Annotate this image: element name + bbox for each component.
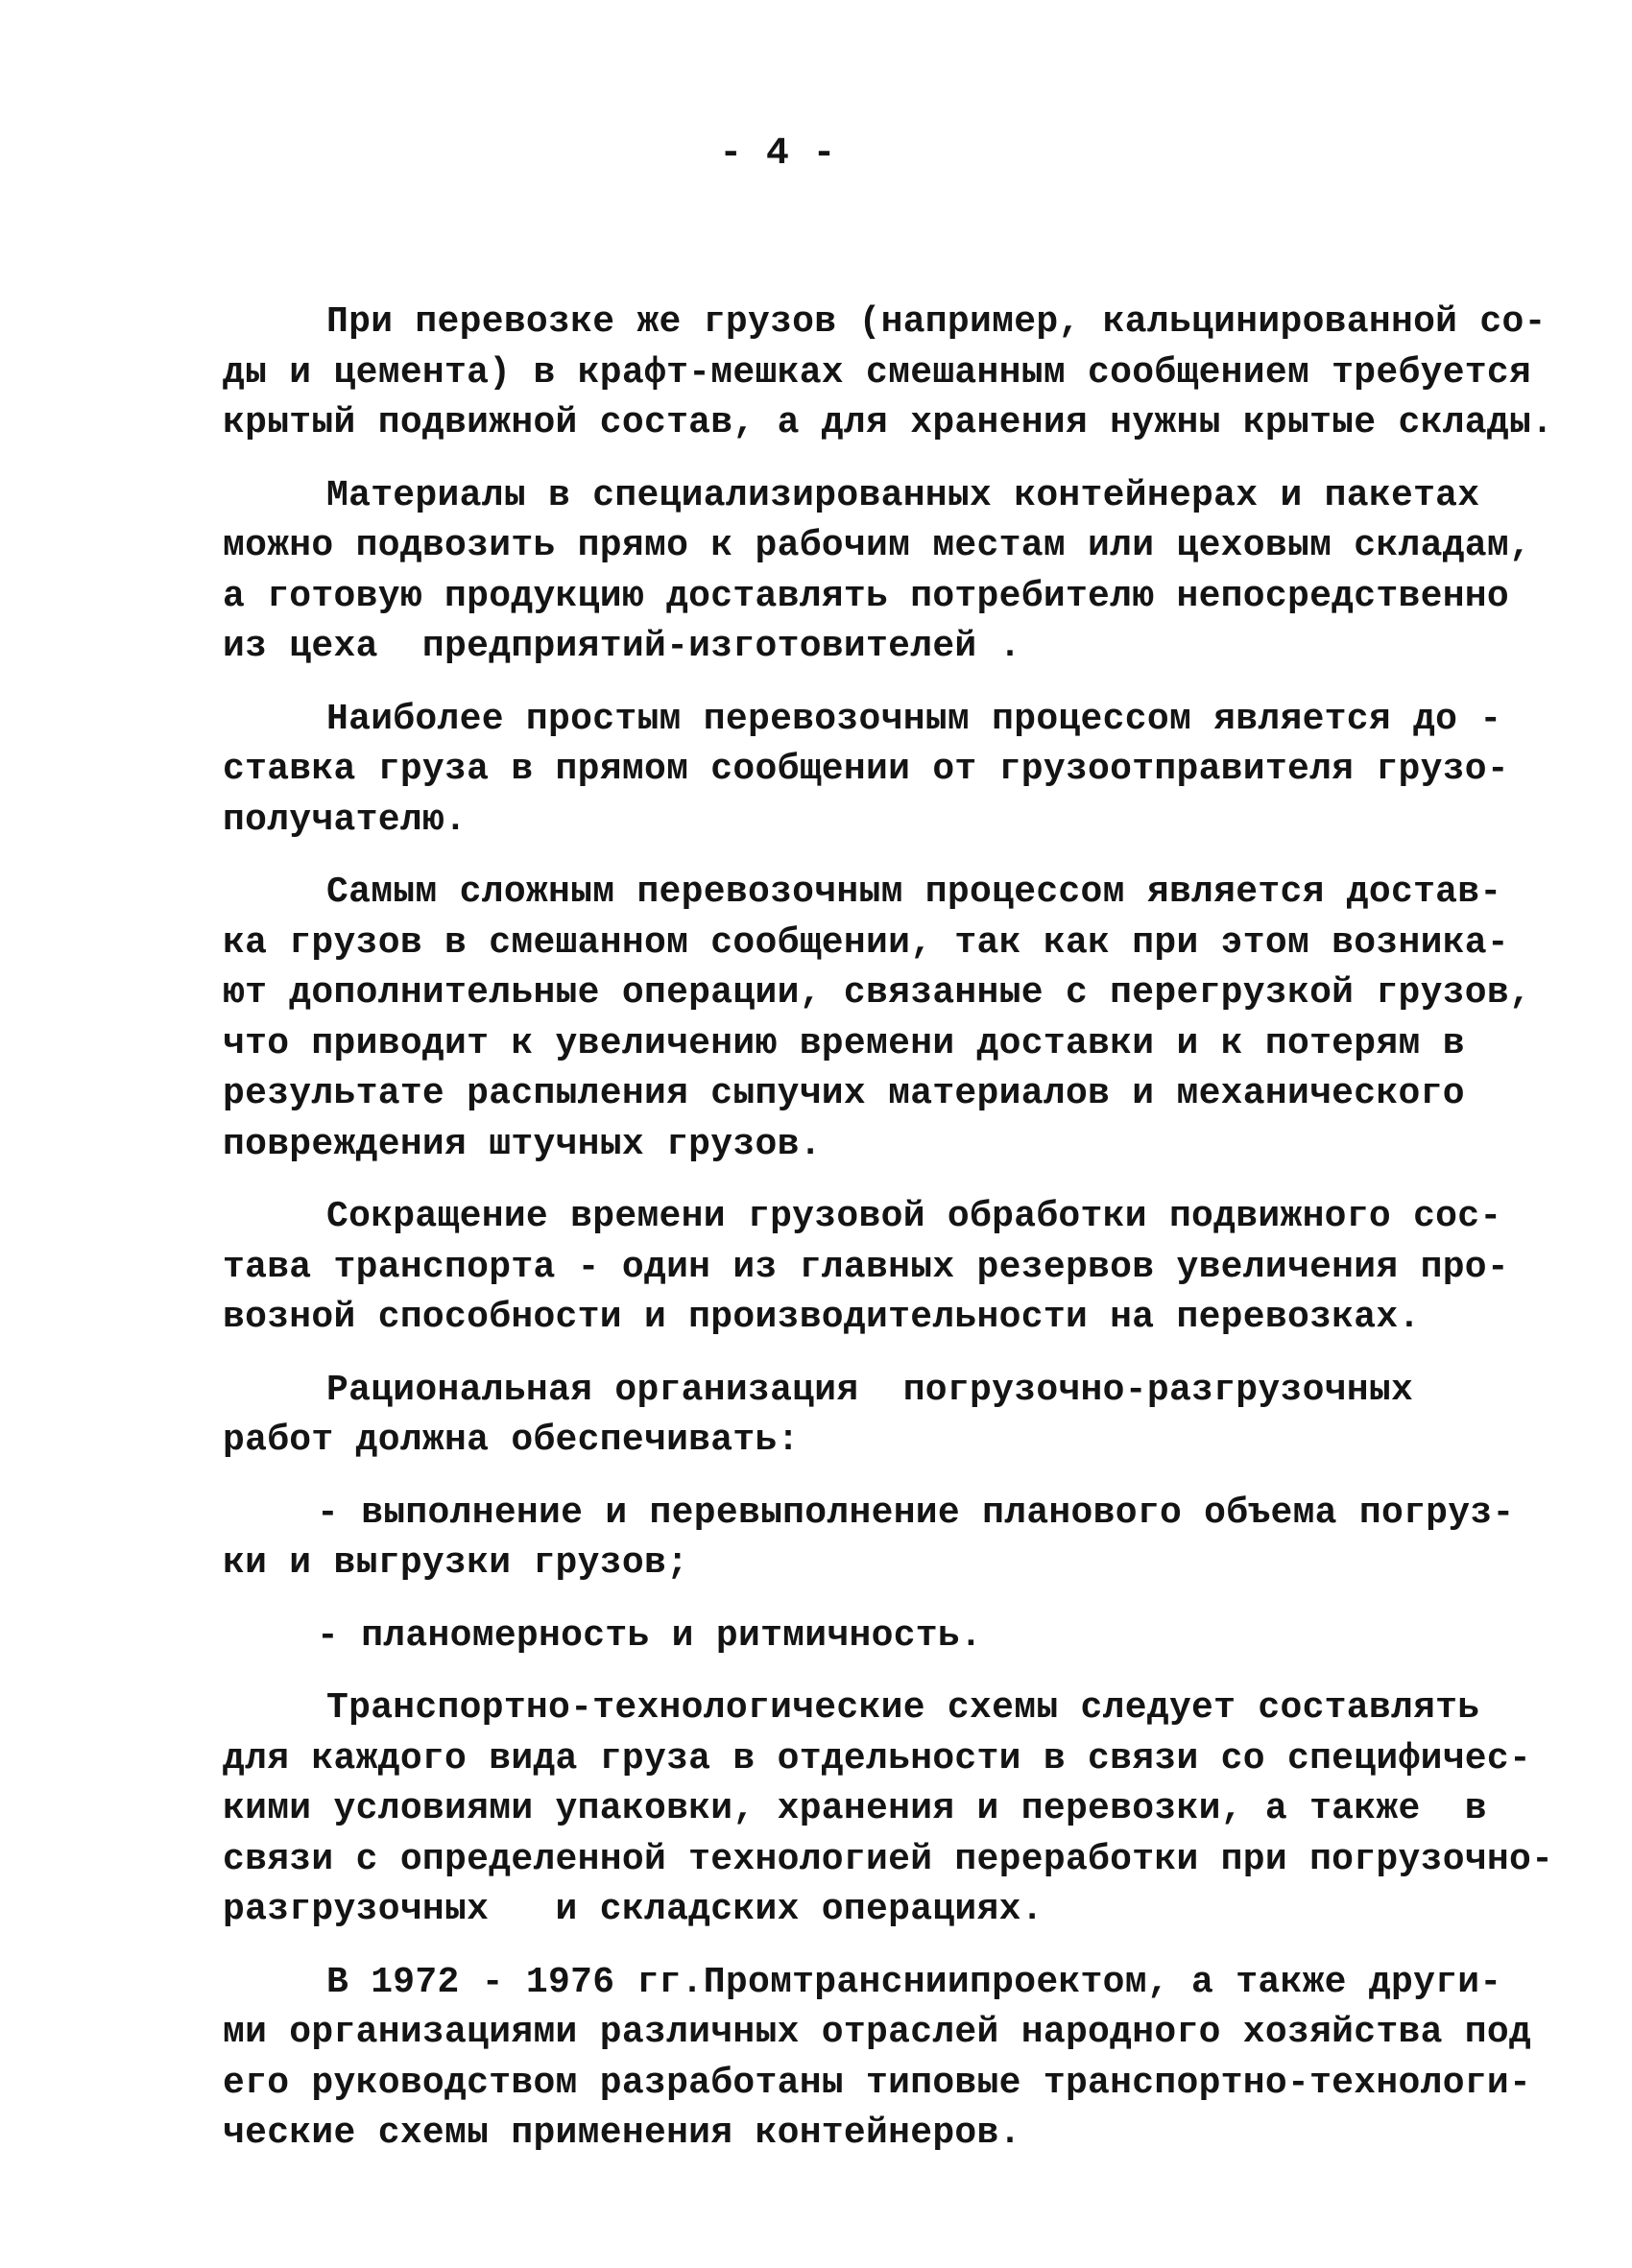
paragraph (223, 471, 1532, 673)
text-line: Самым сложным перевозочным процессом является достав- (326, 871, 1502, 913)
paragraph (223, 1611, 1471, 1662)
paragraph (223, 1958, 1532, 2160)
text-line: что приводит к увеличению времени доставки и к потерям в (223, 1022, 1465, 1064)
text-line: повреждения штучных грузов. (223, 1123, 822, 1165)
text-line: результате распыления сыпучих материалов и механического (223, 1073, 1465, 1114)
text-line: кими условиями упаковки, хранения и перевозки, а также в (223, 1788, 1487, 1829)
text-line: ют дополнительные операции, связанные с перегрузкой грузов, (223, 972, 1532, 1014)
text-line: тава транспорта - один из главных резервов увеличения про- (223, 1246, 1510, 1288)
text-line: ческие схемы применения контейнеров. (223, 2113, 1021, 2154)
paragraph (223, 1683, 1554, 1936)
text-line: работ должна обеспечивать: (223, 1420, 800, 1461)
text-line: Рациональная организация погрузочно-разгрузочных (326, 1369, 1414, 1411)
paragraph (223, 298, 1554, 449)
text-line: - выполнение и перевыполнение планового объема погруз- (317, 1492, 1515, 1534)
paragraph (223, 1489, 1515, 1589)
text-line: возной способности и производительности на перевозках. (223, 1297, 1421, 1338)
text-line: Материалы в специализированных контейнерах и пакетах (326, 474, 1480, 516)
document-body (223, 298, 1554, 2182)
text-line: ставка груза в прямом сообщении от грузоотправителя грузо- (223, 749, 1510, 790)
paragraph (223, 695, 1510, 847)
text-line: ды и цемента) в крафт-мешках смешанным сообщением требуется (223, 351, 1532, 394)
text-line: ми организациями различных отраслей народного хозяйства под (223, 2012, 1532, 2053)
text-line: Наиболее простым перевозочным процессом является до - (326, 698, 1502, 740)
text-line: его руководством разработаны типовые транспортно-технологи- (223, 2062, 1532, 2104)
text-line: Транспортно-технологические схемы следует составлять (326, 1687, 1480, 1729)
text-line: ка грузов в смешанном сообщении, так как при этом возника- (223, 921, 1510, 964)
text-line: можно подвозить прямо к рабочим местам или цеховым складам, (223, 525, 1532, 566)
text-line: для каждого вида груза в отдельности в связи со специфичес- (223, 1737, 1532, 1779)
text-line: получателю. (223, 799, 468, 841)
page-number: - 4 - (719, 132, 836, 176)
text-line: разгрузочных и складских операциях. (223, 1889, 1044, 1930)
text-line: В 1972 - 1976 гг.Промтрансниипроектом, а также други- (326, 1961, 1502, 2003)
text-line: связи с определенной технологией переработки при погрузочно- (223, 1838, 1554, 1880)
paragraph (223, 868, 1532, 1170)
paragraph (223, 1366, 1471, 1467)
text-line: ки и выгрузки грузов; (223, 1542, 689, 1584)
text-line: крытый подвижной состав, а для хранения нужны крытые склады. (223, 402, 1554, 443)
text-line: При перевозке же грузов (например, кальцинированной со- (326, 301, 1547, 343)
text-line: а готовую продукцию доставлять потребителю непосредственно (223, 575, 1510, 617)
text-line: - планомерность и ритмичность. (317, 1614, 983, 1657)
text-line: Сокращение времени грузовой обработки подвижного сос- (326, 1196, 1502, 1237)
text-line: из цеха предприятий-изготовителей . (223, 626, 1021, 667)
paragraph (223, 1192, 1510, 1344)
